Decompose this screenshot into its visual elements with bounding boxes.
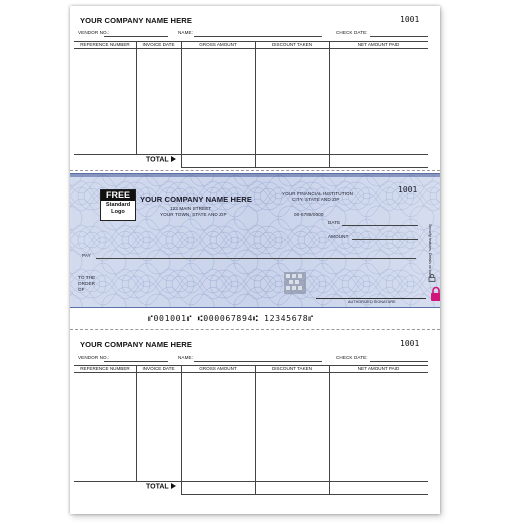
check-date-field[interactable] [370, 36, 428, 37]
perforation-line [70, 329, 440, 330]
security-features-note: Security features. Details on back. [428, 224, 432, 279]
of-label: OF [78, 287, 85, 292]
check-street-address: 123 MAIN STREET [170, 206, 212, 211]
column-divider [329, 41, 330, 167]
logo-standard-text: Standard Logo [105, 202, 131, 215]
total-rule [181, 494, 428, 495]
check-number: 1001 [398, 185, 418, 194]
check-company-name: YOUR COMPANY NAME HERE [140, 195, 253, 204]
check-date-label: CHECK DATE: [336, 30, 368, 35]
stub-company-name: YOUR COMPANY NAME HERE [80, 16, 193, 25]
stub-company-name: YOUR COMPANY NAME HERE [80, 340, 193, 349]
pay-line[interactable] [96, 258, 416, 259]
logo-free-text: FREE [101, 190, 135, 201]
vendor-no-field[interactable] [104, 361, 168, 362]
amount-field[interactable] [352, 239, 418, 240]
stub-total-label: TOTAL [146, 483, 176, 491]
pay-label: PAY [82, 253, 91, 258]
perforation-line [70, 170, 440, 171]
column-divider [136, 365, 137, 481]
lock-icon [430, 286, 440, 302]
table-bottom-rule [74, 154, 428, 155]
routing-fraction: 00-6789/0000 [294, 212, 324, 217]
column-divider [329, 365, 330, 494]
amount-label: AMOUNT [328, 234, 349, 239]
date-label: DATE [328, 220, 341, 225]
col-gross-amount: GROSS AMOUNT [199, 42, 237, 47]
col-discount-taken: DISCOUNT TAKEN [271, 366, 313, 371]
order-label: ORDER [78, 281, 96, 286]
name-label: NAME: [178, 355, 194, 360]
column-divider [181, 41, 182, 167]
logo-placeholder [100, 189, 136, 221]
col-invoice-date: INVOICE DATE [142, 366, 175, 371]
security-seal-icon [284, 272, 306, 294]
authorized-signature-label: AUTHORIZED SIGNATURE [348, 300, 396, 304]
col-invoice-date: INVOICE DATE [142, 42, 175, 47]
column-divider [255, 41, 256, 167]
total-arrow-icon [171, 483, 176, 489]
check-city-state-zip: YOUR TOWN, STATE AND ZIP [160, 212, 227, 217]
col-discount-taken: DISCOUNT TAKEN [271, 42, 313, 47]
stub-check-number: 1001 [400, 339, 420, 348]
table-header-rule [74, 48, 428, 49]
column-divider [255, 365, 256, 494]
col-reference-number: REFERENCE NUMBER [80, 366, 130, 371]
bank-city: CITY, STATE AND ZIP [292, 197, 340, 202]
total-rule [181, 167, 428, 168]
name-field[interactable] [194, 36, 322, 37]
micr-line: ⑈001001⑈ ⑆000067894⑆ 12345678⑈ [148, 313, 314, 323]
table-header-rule [74, 372, 428, 373]
total-arrow-icon [171, 156, 176, 162]
name-field[interactable] [194, 361, 322, 362]
column-divider [136, 41, 137, 154]
vendor-no-label: VENDOR NO.: [78, 355, 110, 360]
col-reference-number: REFERENCE NUMBER [80, 42, 130, 47]
col-gross-amount: GROSS AMOUNT [199, 366, 237, 371]
to-the-label: TO THE [78, 275, 96, 280]
column-divider [181, 365, 182, 494]
bank-name: YOUR FINANCIAL INSTITUTION [282, 191, 354, 196]
check-form-sheet [70, 6, 440, 514]
col-net-amount-paid: NET AMOUNT PAID [357, 42, 400, 47]
table-bottom-rule [74, 481, 428, 482]
padlock-outline-icon [428, 274, 436, 282]
signature-line[interactable] [316, 298, 426, 299]
vendor-no-label: VENDOR NO.: [78, 30, 110, 35]
col-net-amount-paid: NET AMOUNT PAID [357, 366, 400, 371]
name-label: NAME: [178, 30, 194, 35]
check-date-label: CHECK DATE: [336, 355, 368, 360]
vendor-no-field[interactable] [104, 36, 168, 37]
check-body [70, 173, 440, 308]
stub-total-label: TOTAL [146, 156, 176, 164]
date-field[interactable] [342, 225, 418, 226]
check-date-field[interactable] [370, 361, 428, 362]
stub-check-number: 1001 [400, 15, 420, 24]
